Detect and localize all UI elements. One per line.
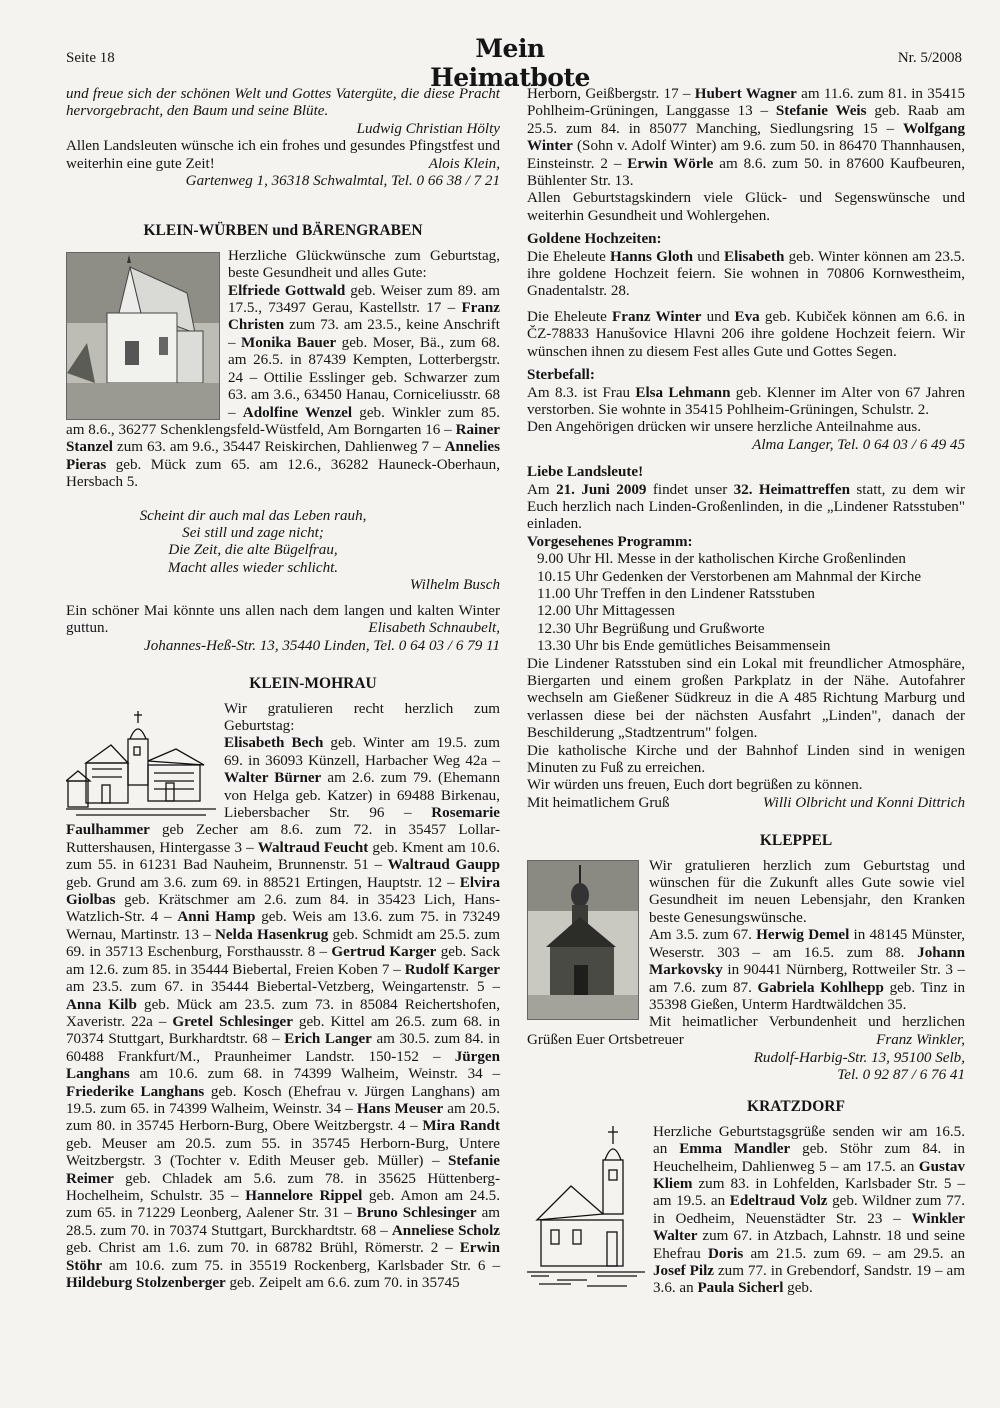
chapel-photo [66, 252, 220, 420]
kleppel-intro: Wir gratulieren herzlich zum Geburtstag und wünschen für die Zukunft alles Gute sowie viel Gesundheit im neuen Lebensjahr, den Kranken beste Genesungswünsche. [649, 857, 965, 926]
issue-number: Nr. 5/2008 [897, 50, 962, 66]
church-info: Die katholische Kirche und der Bahnhof Linden sind in wenigen Minuten zu Fuß zu erreichen. [527, 742, 965, 777]
death-notice-label: Sterbefall: [527, 367, 595, 384]
page-number: Seite 18 [66, 50, 115, 66]
venue-info: Die Lindener Ratsstuben sind ein Lokal mit freundlicher Atmosphäre, Biergarten und einem großen Parkplatz in der Nähe. Autofahrer wechseln am Gießener Südkreuz in die A 485 Richtung Marburg und verlassen diese bei der nächsten Ausfahrt „Linden", danach der Beschilderung „Stadtzentrum" folgen. [527, 655, 965, 742]
may-signature-address: Johannes-Heß-Str. 13, 35440 Linden, Tel. 0 64 03 / 6 79 11 [144, 637, 500, 654]
intro-poem: und freue sich der schönen Welt und Gottes Vatergüte, die diese Pracht hervorgebracht, den Baum und seine Blüte. [66, 86, 500, 120]
may-signature-name: Elisabeth Schnaubelt, [368, 620, 500, 637]
program-item: 13.30 Uhr bis Ende gemütliches Beisammensein [537, 638, 831, 655]
kleppel-birthdays: Am 3.5. zum 67. Herwig Demel in 48145 Münster, Weserstr. 303 – am 16.5. zum 88. Johann Markovsky in 90441 Nürnberg, Rottweiler Str. 3 – am 7.6. zum 87. Gabriela Kohlhepp geb. Tinz in 35398 Gießen, Unterm Hardtwäldchen 35. [649, 927, 966, 1013]
right-column [527, 86, 965, 1298]
klein-wuerben-intro: Herzliche Glückwünsche zum Geburtstag, beste Gesundheit und alles Gute: [228, 247, 500, 282]
golden-weddings-label: Goldene Hochzeiten: [527, 231, 662, 248]
klein-mohrau-intro: Wir gratulieren recht herzlich zum Geburtstag: [224, 700, 500, 734]
program-list [527, 551, 965, 655]
program-item: 12.00 Uhr Mittagessen [537, 603, 675, 620]
klein-mohrau-birthdays-continued: Herborn, Geißbergstr. 17 – Hubert Wagner am 11.6. zum 81. in 35415 Pohlheim-Grüningen, Langgasse 13 – Stefanie Weis geb. Raab am 25.5. zum 84. in 85077 Manching, Siedlungsring 15 – Wolfgang Winter (Sohn v. Adolf Winter) am 9.6. zum 50. in 86470 Thannhausen, Einsteinstr. 2 – Erwin Wörle am 8.6. zum 50. in 87600 Kaufbeuren, Bühlenter Str. 13. [527, 86, 966, 190]
kleppel-signature-address: Rudolf-Harbig-Str. 13, 95100 Selb, [753, 1049, 965, 1066]
wooden-church-image [528, 861, 638, 1019]
kleppel-signature-phone: Tel. 0 92 87 / 6 76 41 [837, 1066, 965, 1083]
death-notice: Am 8.3. ist Frau Elsa Lehmann geb. Klenner im Alter von 67 Jahren verstorben. Sie wohnte in 35415 Pohlheim-Grüningen, Schulstr. 2. [527, 384, 966, 418]
section-heading-kratzdorf: KRATZDORF [747, 1098, 845, 1116]
death-notice-signature: Alma Langer, Tel. 0 64 03 / 6 49 45 [752, 436, 965, 453]
kratzdorf-church-sketch [527, 1124, 645, 1292]
program-item: 9.00 Uhr Hl. Messe in der katholischen Kirche Großenlinden [537, 551, 906, 568]
chapel-photo-image [67, 253, 219, 419]
kratzdorf-church-drawing [527, 1124, 645, 1292]
birthday-wishes: Allen Geburtstagskindern viele Glück- und Segenswünsche und weiterhin Gesundheit und Wohlergehen. [527, 190, 965, 224]
masthead-logo: Mein Heimatbote [430, 34, 590, 92]
village-church-drawing [66, 709, 216, 819]
golden-wedding-1: Die Eheleute Hanns Gloth und Elisabeth geb. Winter können am 23.5. ihre goldene Hochzeit feiern. Sie wohnen in 70806 Kornwestheim, Gnadentalstr. 28. [527, 248, 965, 300]
intro-poem-author: Ludwig Christian Hölty [356, 120, 500, 137]
intro-signature-address: Gartenweg 1, 36318 Schwalmtal, Tel. 0 66 38 / 7 21 [185, 173, 500, 190]
golden-wedding-2: Die Eheleute Franz Winter und Eva geb. Kubiček können am 6.6. in ČZ-78833 Hanušovice Hlavni 206 ihre goldene Hochzeit feiern. Wir wünschen ihnen zu diesem Fest alles Gute und Gottes Segen. [527, 308, 965, 360]
kratzdorf-birthdays: Herzliche Geburtstagsgrüße senden wir am 16.5. an Emma Mandler geb. Stöhr zum 84. in Heuchelheim, Dahlienweg 5 – am 17.5. an Gustav Kliem zum 83. in Lohfelden, Karlsbader Str. 5 – am 19.5. an Edeltraud Volz geb. Wildner zum 77. in Oedheim, Neuenstädter Str. 23 – Winkler Walter zum 67. in Atzbach, Lahnstr. 18 und seine Ehefrau Doris am 21.5. zum 69. – am 29.5. an Josef Pilz zum 77. in Grebendorf, Sandstr. 19 – am 3.6. an Paula Sicherl geb. [653, 1123, 966, 1297]
klein-wuerben-birthdays: Elfriede Gottwald geb. Weiser zum 89. am 17.5., 73497 Gerau, Kastellstr. 17 – Franz Christen zum 73. am 23.5., keine Anschrift – Monika Bauer geb. Moser, Bä., zum 68. am 26.5. in 87439 Kempten, Lotterbergstr. 24 – Ottilie Esslinger geb. Schwarzer zum 63. am 3.6., 63450 Hanau, Corniceliusstr. 68 – Adolfine Wenzel geb. Winkler zum 85. am 8.6., 36277 Schenklengsfeld-Wüstfeld, Am Borngarten 16 – Rainer Stanzel zum 63. am 9.6., 35447 Reiskirchen, Dahlienweg 7 – Annelies Pieras geb. Mück zum 65. am 12.6., 36282 Hauneck-Oberhaun, Hersbach 5. [66, 282, 501, 491]
section-heading-klein-wuerben: KLEIN-WÜRBEN und BÄRENGRABEN [143, 222, 423, 240]
busch-poem: Scheint dir auch mal das Leben rauh, Sei still und zage nicht; Die Zeit, die alte Bügelfrau, Macht alles wieder schlicht. [139, 507, 367, 576]
greeting-line: Mit heimatlichem Gruß Willi Olbricht und Konni Dittrich [527, 794, 965, 811]
section-heading-klein-mohrau: KLEIN-MOHRAU [249, 675, 377, 693]
intro-wish: Allen Landsleuten wünsche ich ein frohes und gesundes Pfingstfest und weiterhin eine gute Zeit! Alois Klein, [66, 138, 500, 172]
program-item: 12.30 Uhr Begrüßung und Grußworte [537, 620, 765, 637]
condolences: Den Angehörigen drücken wir unsere herzliche Anteilnahme aus. [527, 419, 921, 436]
dear-countrymen-label: Liebe Landsleute! [527, 464, 644, 481]
meeting-invitation: Am 21. Juni 2009 findet unser 32. Heimattreffen statt, zu dem wir Euch herzlich nach Linden-Großenlinden, in die „Lindener Ratsstuben" einladen. [527, 481, 965, 533]
klein-mohrau-birthdays: Elisabeth Bech geb. Winter am 19.5. zum 69. in 36093 Künzell, Harbacher Weg 42a – Walter Bürner am 2.6. zum 79. (Ehemann von Helga geb. Katzer) in 69488 Birkenau, Liebersbacher Str. 96 – Rosemarie Faulhammer geb Zecher am 8.6. zum 72. in 35457 Lollar-Ruttershausen, Hintergasse 3 – Waltraud Feucht geb. Kment am 10.6. zum 55. in 61231 Bad Nauheim, Brunnenstr. 51 – Waltraud Gaupp geb. Grund am 3.6. zum 69. in 88521 Ertingen, Hauptstr. 12 – Elvira Giolbas geb. Krätschmer am 2.6. zum 84. in 35423 Lich, Hans-Watzlich-Str. 4 – Anni Hamp geb. Weis am 13.6. zum 75. in 73249 Wernau, Martinstr. 13 – Nelda Hasenkrug geb. Schmidt am 25.5. zum 69. in 35713 Eschenburg, Forsthausstr. 8 – Gertrud Karger geb. Sack am 12.6. zum 85. in 35444 Biebertal, Freien Koben 7 – Rudolf Karger am 23.5. zum 67. in 35444 Biebertal-Vetzberg, Weingartenstr. 5 – Anna Kilb geb. Mück am 23.5. zum 73. in 85084 Reichertshofen, Xaveristr. 22a – Gretel Schlesinger geb. Kittel am 26.5. zum 68. in 70374 Stuttgart, Burkhardtstr. 68 – Erich Langer am 30.5. zum 84. in 60488 Frankfurt/M., Praunheimer Landstr. 150-152 – Jürgen Langhans am 10.6. zum 68. in 74399 Walheim, Weinstr. 34 – Friederike Langhans geb. Kosch (Ehefrau v. Jürgen Langhans) am 19.5. zum 65. in 74399 Walheim, Weinstr. 34 – Hans Meuser am 20.5. zum 80. in 35745 Herborn-Burg, Obere Weitzbergstr. 4 – Mira Randt geb. Meuser am 20.5. zum 55. in 35745 Herborn-Burg, Untere Weitzbergstr. 3 (Tochter v. Edith Meuser geb. Müller) – Stefanie Reimer geb. Chladek am 5.6. zum 78. in 35625 Hüttenberg-Hochelheim, Schulstr. 35 – Hannelore Rippel geb. Amon am 24.5. zum 65. in 71229 Leonberg, Aalener Str. 31 – Bruno Schlesinger am 28.5. zum 70. in 70374 Stuttgart, Burckhardtstr. 68 – Anneliese Scholz geb. Christ am 1.6. zum 70. in 68782 Brühl, Römerstr. 2 – Erwin Stöhr am 10.6. zum 75. in 35519 Rockenberg, Karlsbader Str. 6 – Hildeburg Stolzenberger geb. Zeipelt am 6.6. zum 70. in 35745 [66, 735, 501, 1291]
may-wish: Ein schöner Mai könnte uns allen nach dem langen und kalten Winter guttun. [66, 602, 500, 636]
program-item: 10.15 Uhr Gedenken der Verstorbenen am Mahnmal der Kirche [537, 568, 922, 585]
program-label: Vorgesehenes Programm: [527, 533, 693, 550]
village-church-sketch [66, 709, 216, 819]
kleppel-closing: Mit heimatlicher Verbundenheit und herzlichen Grüßen Euer Ortsbetreuer [527, 1014, 965, 1048]
left-column [66, 86, 500, 1292]
section-heading-kleppel: KLEPPEL [759, 832, 833, 850]
busch-author: Wilhelm Busch [409, 577, 500, 594]
wooden-church-photo [527, 860, 639, 1020]
program-item: 11.00 Uhr Treffen in den Lindener Ratsstuben [537, 585, 815, 602]
kleppel-signature-name: Franz Winkler, [876, 1032, 965, 1049]
welcome-text: Wir würden uns freuen, Euch dort begrüßen zu können. [527, 777, 863, 794]
